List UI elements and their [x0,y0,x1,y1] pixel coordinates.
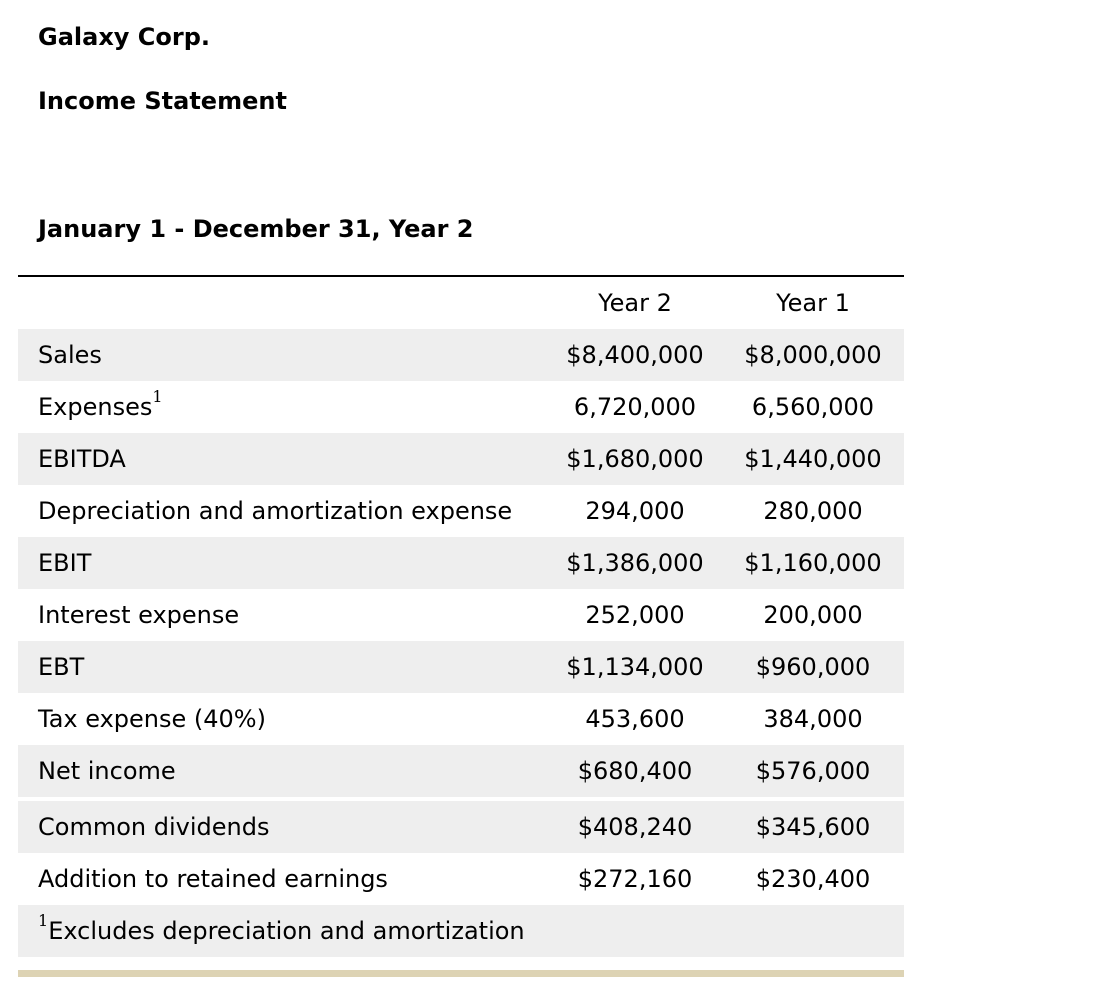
value-year2: $272,160 [577,865,693,893]
company-name: Galaxy Corp. [38,23,211,51]
row-ebitda [18,433,904,485]
table-bottom-rule [18,970,904,977]
footnote-text: Excludes depreciation and amortization [48,917,525,945]
footnote-row [18,905,904,957]
row-label: Sales [38,341,102,369]
income-statement-table [18,275,904,977]
row-label: EBIT [38,549,92,577]
row-label: Depreciation and amortization expense [38,497,513,525]
value-year2: $1,680,000 [548,433,722,485]
value-year1: 200,000 [763,601,863,629]
value-year1: $576,000 [722,745,904,797]
row-sales [18,329,904,381]
row-addition-retained-earnings [18,853,904,905]
value-year2: 453,600 [585,705,685,733]
row-interest-expense [18,589,904,641]
row-label: Expenses [38,393,153,421]
value-year2: $8,400,000 [548,329,722,381]
statement-title: Income Statement [38,87,287,115]
column-header-year1: Year 1 [776,289,850,317]
row-expenses [18,381,904,433]
row-label: Net income [38,757,176,785]
row-label: EBT [38,653,85,681]
row-ebt [18,641,904,693]
value-year1: $1,440,000 [722,433,904,485]
row-net-income [18,745,904,797]
value-year1: 280,000 [763,497,863,525]
value-year1: $1,160,000 [722,537,904,589]
footnote-marker: 1 [38,911,49,930]
value-year1: $8,000,000 [722,329,904,381]
reporting-period: January 1 - December 31, Year 2 [38,215,474,243]
value-year1: $960,000 [722,641,904,693]
row-label: Addition to retained earnings [38,865,388,893]
row-tax-expense [18,693,904,745]
footnote-marker: 1 [152,387,163,406]
row-label: Tax expense (40%) [38,705,266,733]
value-year2: $1,386,000 [548,537,722,589]
row-label: EBITDA [38,445,126,473]
value-year2: 294,000 [585,497,685,525]
column-header-year2: Year 2 [598,289,672,317]
value-year1: $230,400 [755,865,871,893]
value-year2: 252,000 [585,601,685,629]
row-common-dividends [18,801,904,853]
value-year2: $680,400 [548,745,722,797]
row-label: Common dividends [38,813,270,841]
value-year2: $408,240 [548,801,722,853]
row-depreciation-amortization [18,485,904,537]
value-year2: $1,134,000 [548,641,722,693]
table-header-row [18,277,904,329]
value-year1: 6,560,000 [751,393,875,421]
row-ebit [18,537,904,589]
header-label-cell [18,277,548,329]
value-year1: $345,600 [722,801,904,853]
row-label: Interest expense [38,601,240,629]
value-year2: 6,720,000 [573,393,697,421]
value-year1: 384,000 [763,705,863,733]
